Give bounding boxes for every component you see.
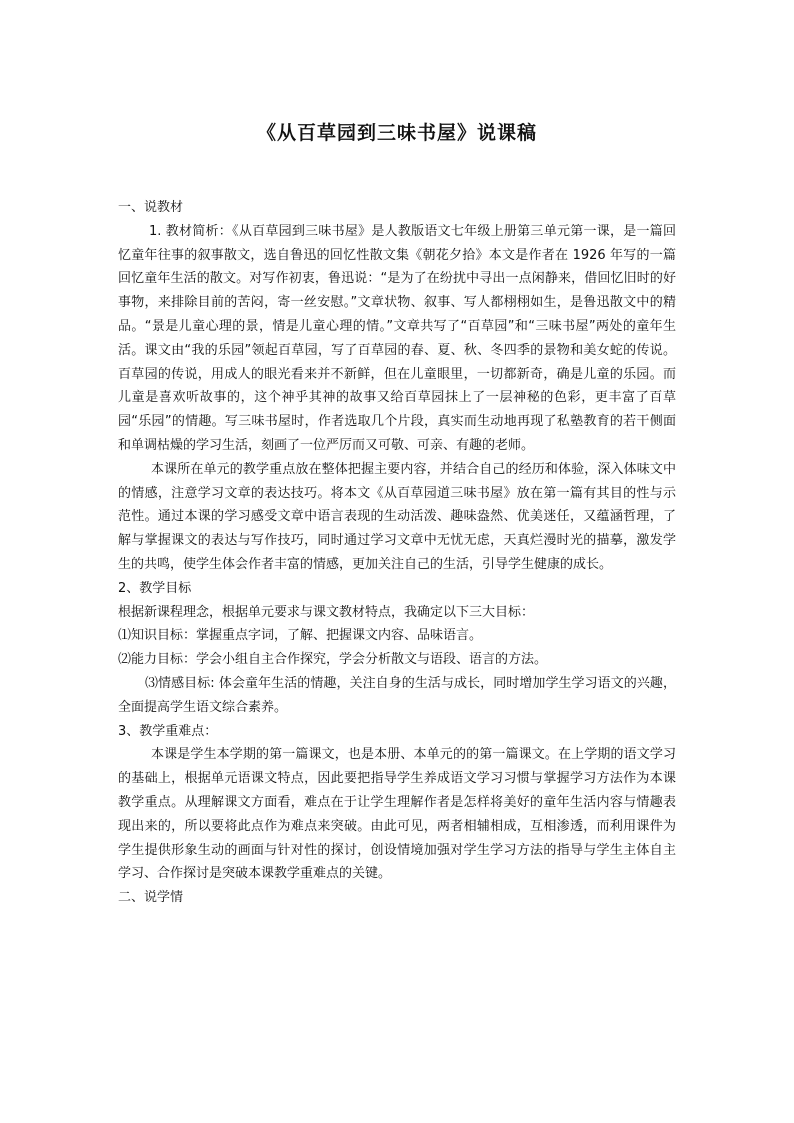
- objective-knowledge: ⑴知识目标：掌握重点字词，了解、把握课文内容、品味语言。: [118, 628, 483, 644]
- section-heading-key-points: 3、教学重难点：: [118, 723, 218, 739]
- section-heading-textbook: 一、说教材: [118, 200, 184, 215]
- objective-ability: ⑵能力目标：学会小组自主合作探究，学会分析散文与语段、语言的方法。: [118, 652, 548, 668]
- paragraph-textbook-analysis: 1. 教材简析：《从百草园到三味书屋》是人教版语文七年级上册第三单元第一课，是一篇回忆童年往事的叙事散文，选自鲁迅的回忆性散文集《朝花夕拾》本文是作者在 1926 年写的一篇回忆童年生活的散文。对写作初衷，鲁迅说：“是为了在纷扰中寻出一点闲静来，借回忆旧时的好事物，来排除目前的苦闷，寄一丝安慰。”文章状物、叙事、写人都栩栩如生，是鲁迅散文中的精品。“景是儿童心理的景，情是儿童心理的情。”文章共写了“百草园”和“三味书屋”两处的童年生活。课文由“我的乐园”领起百草园，写了百草园的春、夏、秋、冬四季的景物和美女蛇的传说。 百草园的传说，用成人的眼光看来并不新鲜，但在儿童眼里，一切都新奇，确是儿童的乐园。而儿童是喜欢听故事的，这个神乎其神的故事又给百草园抹上了一层神秘的色彩，更丰富了百草园“乐园”的情趣。写三味书屋时，作者选取几个片段，真实而生动地再现了私塾教育的若干侧面和单调枯燥的学习生活，刻画了一位严厉而又可敬、可亲、有趣的老师。: [118, 223, 676, 453]
- objectives-intro: 根据新课程理念，根据单元要求与课文教材特点，我确定以下三大目标：: [118, 604, 535, 620]
- paragraph-unit-focus: 本课所在单元的教学重点放在整体把握主要内容，并结合自己的经历和体验，深入体味文中的情感，注意学习文章的表达技巧。将本文《从百草园道三味书屋》放在第一篇有其目的性与示范性。通过本课的学习感受文章中语言表现的生动活泼、趣味盎然、优美迷任，又蕴涵哲理，了解与掌握课文的表达与写作技巧，同时通过学习文章中无忧无虑，天真烂漫时光的描摹，激发学生的共鸣，使学生体会作者丰富的情感，更加关注自己的生活，引导学生健康的成长。: [118, 461, 676, 572]
- section-heading-objectives: 2、教学目标: [118, 580, 192, 596]
- paragraph-key-points: 本课是学生本学期的第一篇课文，也是本册、本单元的的第一篇课文。在上学期的语文学习的基础上，根据单元语课文特点，因此要把指导学生养成语文学习习惯与掌握学习方法作为本课教学重点。从理解课文方面看，难点在于让学生理解作者是怎样将美好的童年生活内容与情趣表现出来的，所以要将此点作为难点来突破。由此可见，两者相辅相成，互相渗透，而利用课件为学生提供形象生动的画面与针对性的探讨，创设情境加强对学生学习方法的指导与学生主体自主学习、合作探讨是突破本课教学重难点的关键。: [118, 747, 676, 882]
- document-title: 《从百草园到三味书屋》说课稿: [256, 122, 537, 144]
- document-body: [118, 196, 676, 910]
- section-heading-students: 二、说学情: [118, 890, 184, 906]
- objective-emotion: ⑶情感目标: 体会童年生活的情趣，关注自身的生活与成长，同时增加学生学习语文的兴趣，全面提高学生语文综合素养。: [118, 675, 676, 715]
